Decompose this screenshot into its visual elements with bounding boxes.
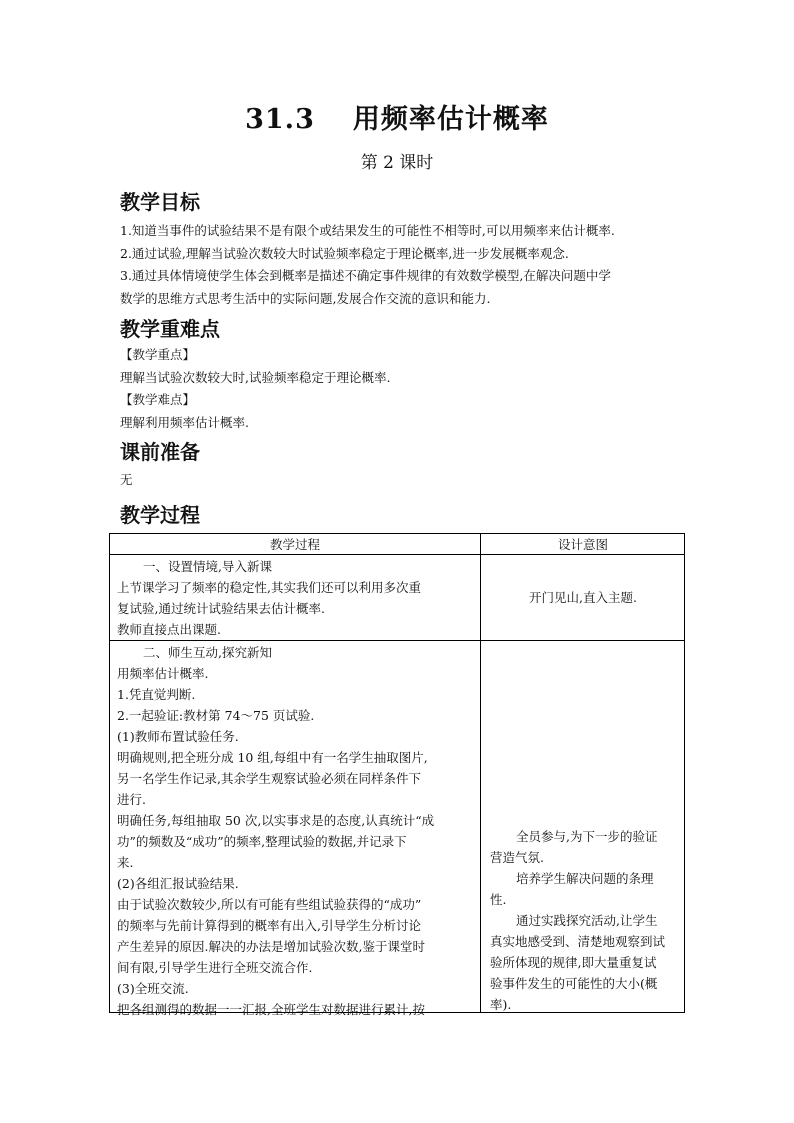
intent-line: 率). (490, 997, 512, 1012)
process-line: 另一名学生作记录,其余学生观察试验必须在同样条件下 (117, 771, 421, 786)
lesson-number: 31.3 (245, 104, 315, 135)
process-line: 把各组测得的数据一一汇报,全班学生对数据进行累计,按 (117, 1002, 425, 1017)
process-line: 间有限,引导学生进行全班交流合作. (117, 960, 313, 975)
objective-item: 1.知道当事件的试验结果不是有限个或结果发生的可能性不相等时,可以用频率来估计概率. (120, 223, 615, 238)
section-heading: 一、设置情境,导入新课 (143, 559, 272, 574)
process-line: (2)各组汇报试验结果. (117, 876, 239, 891)
process-line: 由于试验次数较少,所以有可能有些组试验获得的“成功” (117, 897, 422, 912)
process-line: 1.凭直觉判断. (117, 687, 196, 702)
process-line: 明确任务,每组抽取 50 次,以实事求是的态度,认真统计“成 (117, 813, 435, 828)
process-line: (3)全班交流. (117, 981, 189, 996)
process-line: 用频率估计概率. (117, 666, 209, 681)
process-line: 上节课学习了频率的稳定性,其实我们还可以利用多次重 (117, 580, 421, 595)
focus-label: 【教学重点】 (120, 347, 196, 362)
intent-line: 培养学生解决问题的条理 (516, 871, 654, 886)
preparation-heading: 课前准备 (120, 440, 200, 464)
table-header-process: 教学过程 (269, 537, 320, 552)
key-points-body (120, 344, 690, 434)
row-divider (110, 640, 684, 641)
key-points-heading: 教学重难点 (120, 317, 220, 341)
objective-item: 2.通过试验,理解当试验次数较大时试验频率稳定于理论概率,进一步发展概率观念. (120, 245, 569, 261)
lesson-title-text: 用频率估计概率 (352, 104, 549, 135)
intent-line: 营造气氛. (490, 850, 544, 865)
objectives-heading: 教学目标 (120, 190, 200, 214)
lesson-subtitle: 第 2 课时 (360, 153, 434, 173)
section-heading: 二、师生互动,探究新知 (143, 645, 272, 660)
process-line: 功”的频数及“成功”的频率,整理试验的数据,并记录下 (117, 834, 407, 849)
process-line: 来. (117, 855, 134, 870)
intent-line: 验所体现的规律,即大量重复试 (490, 955, 657, 970)
intent-line: 全员参与,为下一步的验证 (516, 829, 658, 844)
process-line: 2.一起验证:教材第 74～75 页试验. (117, 708, 315, 723)
intent-line: 通过实践探究活动,让学生 (516, 913, 658, 928)
row2-process-cell (117, 642, 434, 1020)
objective-item: 数学的思维方式思考生活中的实际问题,发展合作交流的意识和能力. (120, 290, 491, 306)
intent-line: 验事件发生的可能性的大小(概 (490, 976, 658, 991)
row2-intent-cell (490, 826, 665, 1015)
process-line: 产生差异的原因.解决的办法是增加试验次数,鉴于课堂时 (117, 939, 425, 954)
table-header-intent: 设计意图 (557, 537, 608, 552)
intent-line: 性. (490, 892, 507, 907)
preparation-text: 无 (120, 472, 133, 487)
process-line: 教师直接点出课题. (117, 622, 221, 637)
process-line: 进行. (117, 792, 146, 807)
focus-text: 理解当试验次数较大时,试验频率稳定于理论概率. (120, 369, 391, 385)
objective-item: 3.通过具体情境使学生体会到概率是描述不确定事件规律的有效数学模型,在解决问题中学 (120, 268, 611, 283)
objectives-list (120, 220, 690, 310)
row1-process-cell (117, 556, 421, 640)
process-line: 的频率与先前计算得到的概率有出入,引导学生分析讨论 (117, 918, 421, 933)
process-line: 复试验,通过统计试验结果去估计概率. (117, 601, 325, 616)
intent-line: 真实地感受到、清楚地观察到试 (490, 934, 666, 949)
difficulty-text: 理解利用频率估计概率. (120, 414, 249, 430)
process-table (109, 533, 685, 1017)
lesson-title (0, 97, 794, 136)
difficulty-label: 【教学难点】 (120, 392, 196, 407)
row1-intent-cell: 开门见山,直入主题. (529, 590, 637, 605)
process-heading: 教学过程 (120, 503, 200, 527)
process-line: (1)教师布置试验任务. (117, 729, 239, 744)
process-line: 明确规则,把全班分成 10 组,每组中有一名学生抽取图片, (117, 750, 428, 765)
